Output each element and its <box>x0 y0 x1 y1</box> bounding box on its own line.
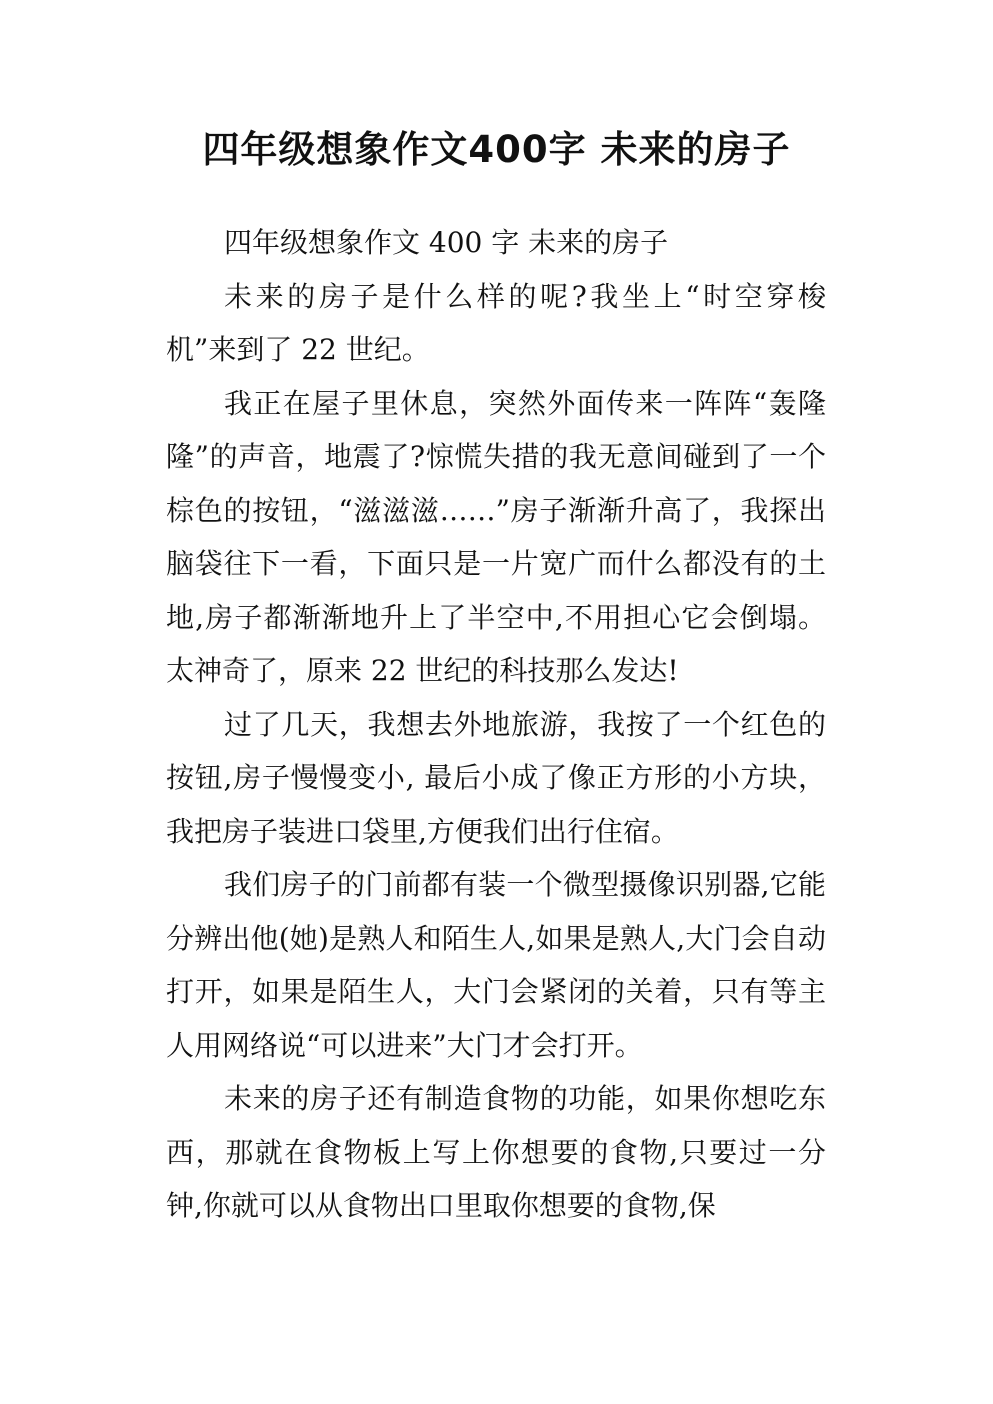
paragraph-intro: 未来的房子是什么样的呢?我坐上“时空穿梭机”来到了 22 世纪。 <box>166 279 826 366</box>
paragraph-earthquake: 我正在屋子里休息，突然外面传来一阵阵“轰隆隆”的声音，地震了?惊慌失措的我无意间碰到了一个棕色的按钮，“滋滋滋……”房子渐渐升高了，我探出脑袋往下一看，下面只是一片宽广而什么都没有的土地,房子都渐渐地升上了半空中,不用担心它会倒塌。太神奇了，原来 22 世纪的科技那么发达! <box>166 386 826 687</box>
document-title: 四年级想象作文400字 未来的房子 <box>202 128 791 171</box>
paragraph-travel: 过了几天，我想去外地旅游，我按了一个红色的按钮,房子慢慢变小, 最后小成了像正方形的小方块，我把房子装进口袋里,方便我们出行住宿。 <box>166 707 826 848</box>
document-body <box>166 216 826 1233</box>
paragraph-camera: 我们房子的门前都有装一个微型摄像识别器,它能分辨出他(她)是熟人和陌生人,如果是熟人,大门会自动打开，如果是陌生人，大门会紧闭的关着，只有等主人用网络说“可以进来”大门才会打开。 <box>166 868 826 1062</box>
paragraph-heading: 四年级想象作文 400 字 未来的房子 <box>224 226 669 259</box>
paragraph-food: 未来的房子还有制造食物的功能，如果你想吃东西，那就在食物板上写上你想要的食物,只要过一分钟,你就可以从食物出口里取你想要的食物,保 <box>166 1082 826 1222</box>
